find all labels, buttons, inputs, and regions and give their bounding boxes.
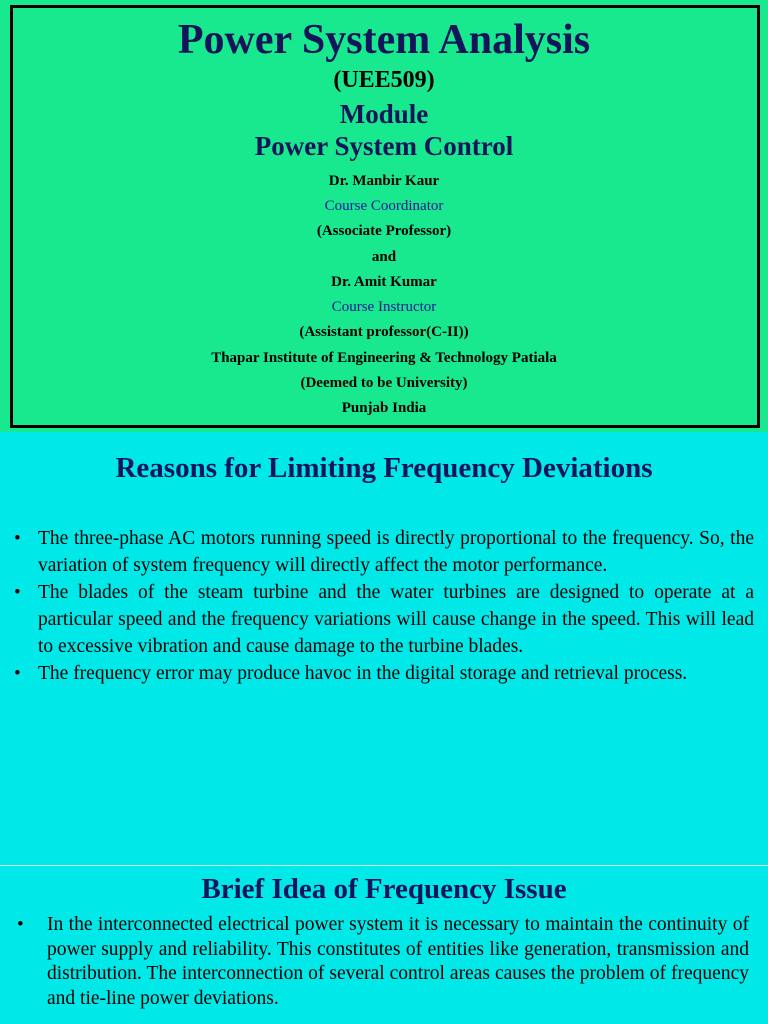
slide-heading: Brief Idea of Frequency Issue bbox=[201, 873, 567, 905]
university-status: (Deemed to be University) bbox=[300, 375, 468, 391]
bullet-text: In the interconnected electrical power system it is necessary to maintain the continuity of power supply and reliability. This constitutes of entities like generation, transmission and distribution. The interconnection of several control areas causes the problem of frequency and tie-line power deviations. bbox=[47, 914, 749, 1009]
bullet-marker: • bbox=[14, 528, 21, 549]
bullet-text: The three-phase AC motors running speed is directly proportional to the frequency. So, the variation of system frequency will directly affect the motor performance. bbox=[38, 528, 754, 576]
bullet-marker: • bbox=[17, 914, 24, 935]
bullet-marker: • bbox=[14, 582, 21, 603]
bullet-text: The frequency error may produce havoc in the digital storage and retrieval process. bbox=[38, 663, 688, 684]
list-item bbox=[17, 913, 749, 1011]
title-slide bbox=[0, 0, 768, 432]
bullet-list bbox=[17, 913, 749, 1011]
reasons-slide bbox=[0, 433, 768, 865]
coordinator-designation: (Associate Professor) bbox=[316, 223, 452, 239]
module-title: Power System Control bbox=[254, 131, 514, 161]
slide-title: Power System Analysis bbox=[177, 17, 591, 63]
instructor-designation: (Assistant professor(C-II)) bbox=[299, 324, 469, 340]
bullet-marker: • bbox=[14, 663, 21, 684]
coordinator-role: Course Coordinator bbox=[324, 198, 444, 214]
bullet-text: The blades of the steam turbine and the water turbines are designed to operate at a particular speed and the frequency variations will cause change in the speed. This will lead to excessive vibration and cause damage to the turbine blades. bbox=[38, 582, 754, 657]
frequency-issue-slide bbox=[0, 866, 768, 1024]
module-label: Module bbox=[339, 99, 429, 129]
conjunction-text: and bbox=[371, 249, 397, 265]
coordinator-name: Dr. Manbir Kaur bbox=[328, 173, 440, 189]
course-code: (UEE509) bbox=[333, 67, 435, 93]
institute-name: Thapar Institute of Engineering & Technology Patiala bbox=[211, 350, 557, 366]
list-item bbox=[14, 660, 754, 687]
slide-heading: Reasons for Limiting Frequency Deviations bbox=[115, 452, 653, 484]
institute-location: Punjab India bbox=[341, 400, 427, 416]
list-item bbox=[14, 525, 754, 579]
instructor-role: Course Instructor bbox=[331, 299, 437, 315]
instructor-name: Dr. Amit Kumar bbox=[331, 274, 437, 290]
bullet-list bbox=[14, 525, 754, 687]
list-item bbox=[14, 579, 754, 660]
